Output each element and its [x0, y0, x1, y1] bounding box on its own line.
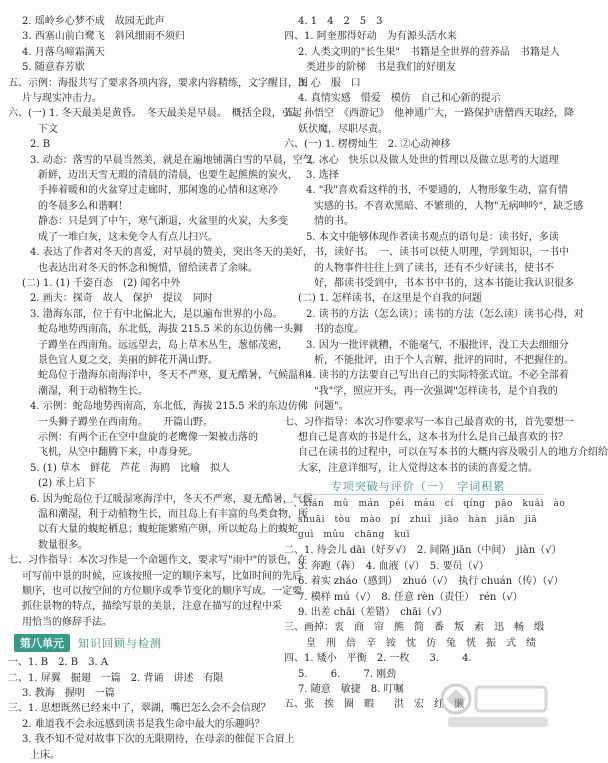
answer-line: 情的书。 — [314, 216, 354, 228]
answer-line: 4. 1 4 2 5 3 — [298, 16, 383, 27]
answer-line: 蛇岛位于渤海东南海洋中，冬天不严寒，夏无酷暑，气候温和 — [38, 370, 308, 382]
answer-line: 示例：有两个正在空中盘旋的老鹰像一架被击落的 — [38, 431, 258, 443]
answer-line: (2) 承上启下 — [38, 478, 96, 490]
answer-line: 下文 — [38, 123, 58, 135]
answer-line: 3. 因为一批评就糟，不能毫气，不服批评，没工夫去细细分 — [306, 339, 569, 351]
answer-line: 景色宜人夏之交，美丽的鲜花开满山野。 — [38, 354, 218, 366]
answer-line: 2. 难道我不会永远感到读书是我生命中最大的乐趣吗？ — [22, 718, 265, 730]
answer-line: 4. 表达了作者对冬天的喜爱，对早晨的赞美，突出冬天的美好， — [30, 247, 313, 259]
unit-tag: 第八单元 — [14, 634, 70, 652]
answer-line: 2. 瑶岭乡心梦不成 故园无此声 — [22, 16, 165, 27]
answer-line: 3. 选择 — [306, 170, 339, 182]
answer-line: 四、1. 阿奎那得好动 为有源头活水来 — [284, 31, 457, 43]
answer-line: 7. 模样 mú（√） 8. 任意 rèn（责任） rén（√） — [298, 591, 523, 603]
answer-line: 类进步的阶梯 书是我们的好朋友 — [306, 62, 456, 74]
answer-line: 3. 西塞山前白鹭飞 斜风细雨不须归 — [22, 31, 185, 43]
answer-line: 蛇岛地势西南高，东北低，海拔 215.5 米的东边仿佛一头狮 — [38, 324, 303, 336]
answer-line: 一、1. B 2. B 3. A — [8, 657, 109, 669]
answer-line: 的人物事件往往上到了读书，还有不少好读书，使书不 — [314, 262, 554, 274]
answer-line: 七、习作指导：本次习作是一个命题作文，要求写"雨中"的景色，在 — [8, 555, 308, 567]
answer-line: 5. (1) 草木 鲜花 芦花 海鸥 比喻 拟人 — [30, 462, 231, 474]
answer-line: 抓住景物的特点，描绘写景的美景，注意在描写的过程中采 — [22, 601, 282, 613]
answer-line: 2. 冰心 快乐以及做人处世的哲理以及做立思考的大道理 — [306, 154, 559, 166]
answer-line: 六、(一) 1. 冬天最美是黄昏。 冬天最美是早晨。 概括全段，引起 — [8, 108, 302, 120]
answer-line: 五、示例：海报共写了要求各项内容，要求内容精练，文字醒目，图 — [8, 77, 308, 89]
answer-line: 手捧着暖和的火盆穿过走廊时，那闲逸的心情和这寒冷 — [38, 185, 278, 197]
left-column — [8, 14, 313, 763]
answer-line: 4. 真情实感 惜爱 模仿 自己和心新的提示 — [298, 93, 501, 105]
answer-line: 3. 渤海东部，位于有中北偏北大，是以遍布世界的小岛。 — [30, 308, 283, 320]
answer-line: 五、孙悟空 《西游记》 他神通广大，一路保护唐僧西天取经，降 — [284, 108, 574, 120]
answer-line: 三、画掉：衷 商 帘 熊 简 番 叛 索 迅 畅 缎 — [284, 622, 544, 634]
answer-line: 4. "我"喜欢看这样的书，不要通的，人物形象生动，富有情 — [306, 185, 568, 197]
pinyin-line: guì mǔu chāng kuī — [298, 530, 410, 540]
answer-line: 3. 动态：落雪的早晨当然美，就是在遍地铺满白雪的早晨，空气 — [30, 154, 313, 166]
answer-line: 可写前中景的时候，应该按照一定的顺序来写，比如时间的先后 — [22, 570, 302, 582]
answer-line: 数量很多。 — [38, 539, 88, 551]
unit-title: 知识回顾与检测 — [78, 637, 162, 651]
section-title: 专项突破与评价（一） 字词积累 — [292, 479, 544, 495]
answer-line: 2. B — [30, 139, 51, 151]
answer-line: 好，都读书受到中，书本书中书的，这本书能让我认识很多 — [314, 277, 574, 289]
answer-line: 飞机，从空中翻腾下来，中毒身死。 — [38, 447, 198, 459]
answer-line: 皇 刑 倍 辛 铵 忱 仿 兔 恍 振 式 绩 — [306, 637, 536, 649]
answer-line: 以有大量的蝮蛇栖息；蝮蛇能繁殖产卵，所以蛇岛上的蝮蛇 — [38, 524, 298, 536]
answer-line: 3. 奔跑（犇） 4. 血液（√） 5. 要员（√） — [298, 560, 489, 572]
answer-line: 3. 我不知不觉对故事下次的无限期待，在母亲的催促下合眉上 — [22, 734, 295, 746]
answer-line: 一头狮子蹲坐在西南角。 开篇山野。 — [38, 416, 213, 428]
answer-line: 子蹲坐在西南角。远远望去，岛上草木丛生，葱郁茂密， — [38, 339, 288, 351]
watermark-logo-icon — [436, 677, 554, 733]
answer-line: 成了一堆白灰，这未免令人有点儿扫兴。 — [38, 231, 218, 243]
answer-line: 想自己是喜欢的书是什么，这本书为什么是自己最喜欢的书？ — [298, 431, 568, 443]
answer-line: 自己在读书的过程中，可以在写本书的大概内容及吸引人的地方介绍给 — [298, 447, 608, 459]
unit-banner — [14, 634, 270, 652]
answer-line: 问题"。 — [314, 401, 349, 413]
answer-line: (二) 1. 怎样读书，在这里是个自我的问题 — [298, 293, 482, 305]
answer-line: 6. 因为蛇岛位于辽暖湿寒海洋中，冬天不严寒，夏无酷暑，气候 — [30, 493, 313, 505]
answer-line: 三、1. 思想既然已经来中了，翠湖，嘴巴怎么会不会信现？ — [8, 703, 271, 715]
answer-line: 4. 读书的方法要自己写出自己的实际特张式谊。不必全部着 — [306, 370, 569, 382]
answer-line: 二、1. 待会儿 dāi（好歹√） 2. 间隔 jiān（中间） jiàn（√） — [284, 545, 562, 557]
answer-line: 5. 本文中能够体现作者读书观点的语句是：读书好，多读 — [306, 231, 559, 243]
answer-line: 2. 人类文明的"长生果" 书籍是全世界的营养品 书籍是人 — [298, 46, 560, 58]
answer-line: 的冬晨多么和谐啊！ — [38, 200, 128, 212]
answer-line: 二、1. 屏翼 掘翅 一篇 2. 背诵 讲述 有限 — [8, 672, 224, 684]
answer-line: 七、习作指导：本次习作要求写一本自己最喜欢的书，首先要想一 — [284, 416, 574, 428]
answer-line: 5. 随意春芳歇 — [22, 62, 85, 74]
right-column — [284, 14, 608, 713]
answer-line: 也表达出对冬天的怀念和惋惜，留给读者了余味。 — [38, 262, 258, 274]
pinyin-line: 一、xián mǔ mán péi máu cí qíng pāo kuài ào — [284, 499, 566, 510]
answer-line: 静态：只是到了中午，寒气渐退，火盆里的火炭，大多变 — [38, 216, 288, 228]
answer-line: 书的态度。 — [314, 324, 364, 336]
answer-line: 六、(一) 1. 楞楞灿生 2. ②心动神移 — [284, 139, 451, 151]
answer-line: 9. 出差 chāi（差错） chāi（√） — [298, 607, 448, 619]
answer-line: 析，不能批评，由于个人言解，批评的同时，不把握住的。 — [314, 354, 574, 366]
answer-line: 顺序，也可以按空间的方位顺序或季节变化的顺序写成。一定要 — [22, 586, 302, 598]
answer-line: 潮湿，利于动植物生长。 — [38, 385, 148, 397]
answer-line: 5. 6. 7. 刚劲 — [298, 668, 397, 680]
answer-line: 用恰当的修辞手法。 — [22, 616, 112, 628]
answer-line: 7. 随意 敏捷 8. 叮嘱 — [298, 684, 424, 696]
answer-line: 实感的书。不喜欢黑暗、不繁琐的，人物"无病呻吟"，缺乏感 — [314, 200, 584, 212]
answer-line: 片与现实冲击力。 — [22, 93, 102, 105]
answer-line: 6. 着实 zháo（感到） zhuó（√） 执行 chuán（传）（√） — [298, 576, 564, 588]
answer-line: 上床。 — [30, 749, 60, 761]
answer-line: 大家，注意详细写，让人觉得这本书的读的喜爱之情。 — [298, 462, 538, 474]
answer-line: 3. 教海 握明 一篇 — [22, 688, 115, 700]
answer-line: "我"学，照应开头，再一次强调"怎样读书，是个自我的 — [314, 385, 558, 397]
answer-line: 妖伏魔，尽职尽责。 — [298, 123, 388, 135]
answer-line: 3. 心 服 口 — [298, 77, 361, 89]
answer-line: 五、张 挨 圈 暇 洪 宏 红 懒 — [284, 699, 464, 711]
answer-line: 4. 示例：蛇岛地势西南高，东北低，海拔 215.5 米的东边仿佛 — [30, 401, 308, 413]
answer-line: (二) 1. (1) 千姿百态 (2) 闻名中外 — [22, 277, 181, 289]
answer-line: 书，读好书。 一、读书可以使人明理，学到知识，一书中 — [314, 247, 569, 259]
answer-line: 温和潮湿，利于动植物生长，而且岛上有丰富的鸟类食物，所 — [38, 509, 308, 520]
answer-line: 2. 画夫：探奇 故人 保护 提议 同时 — [30, 293, 213, 305]
answer-line: 四、1. 矮小 平衡 2. 一枚 3. 4. — [284, 653, 472, 665]
answer-line: 4. 月落乌啼霜满天 — [22, 46, 105, 58]
answer-line: 2. 读书的方法（怎么读）；读书的方法（怎么读）读书心得，对 — [306, 308, 584, 320]
pinyin-line: shuāi tòu mào pí zhuǐ jiǎo hàn jiǎn jiā — [298, 514, 538, 525]
answer-line: 新鲜，迈出天雪无瑕的清晨的清晨，也要生起熊熊的炭火， — [38, 170, 298, 182]
